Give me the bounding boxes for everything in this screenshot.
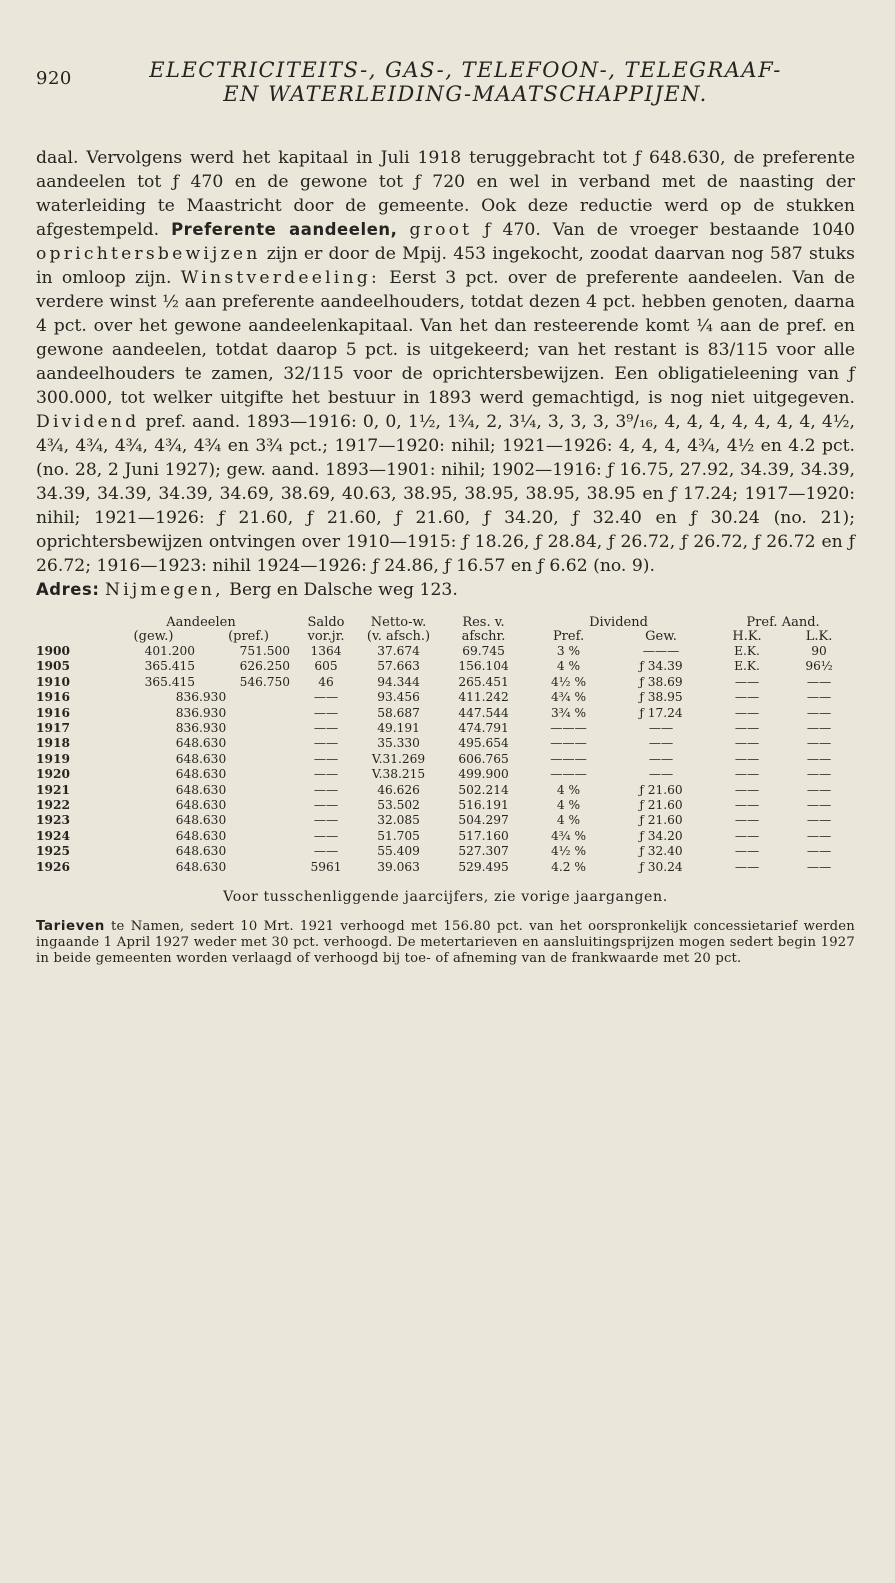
cell-dpref: 4 % bbox=[556, 782, 581, 797]
cell-year: 1905 bbox=[36, 659, 70, 674]
cell-dgew: —— bbox=[648, 736, 674, 751]
cell-total: 648.630 bbox=[175, 798, 227, 813]
cell-res: 265.451 bbox=[458, 674, 509, 689]
cell-lk: 90 bbox=[811, 644, 827, 658]
cell-dpref: ——— bbox=[550, 736, 587, 751]
cell-dpref: 3¾ % bbox=[551, 705, 587, 720]
col-lk: L.K. bbox=[805, 629, 833, 644]
cell-hk: —— bbox=[734, 721, 760, 736]
cell-netto: 51.705 bbox=[377, 828, 420, 843]
tariff-text: te Namen, sedert 10 Mrt. 1921 verhoogd met 156.80 pct. van het oorspronkelijk concessietarief werden ingaande 1 April 1927 weder met 30 pct. verhoogd. De metertarieven en aansluitingsprijzen mogen sedert begin 1927 in beide gemeenten worden verlaagd of verhoogd bij toe- of afneming van de frankwaarde met 20 pct. bbox=[36, 919, 855, 967]
col-res: Res. v. bbox=[462, 615, 505, 630]
cell-hk: —— bbox=[734, 705, 760, 720]
oprichters-label: oprichtersbewijzen bbox=[36, 244, 261, 264]
col-prefaand: Pref. Aand. bbox=[746, 615, 820, 630]
cell-lk: —— bbox=[806, 828, 832, 843]
cell-dpref: ——— bbox=[550, 767, 587, 782]
cell-netto: 49.191 bbox=[377, 721, 420, 736]
cell-hk: —— bbox=[734, 674, 760, 689]
footnote: Voor tusschenliggende jaarcijfers, zie vorige jaargangen. bbox=[223, 889, 668, 906]
cell-saldo: —— bbox=[313, 813, 339, 828]
cell-gew: 401.200 bbox=[144, 644, 195, 658]
cell-res: 499.900 bbox=[458, 767, 509, 782]
tarieven-label: Tarieven bbox=[36, 919, 105, 935]
cell-netto: 55.409 bbox=[377, 844, 420, 859]
cell-dgew: ——— bbox=[642, 644, 680, 658]
cell-dgew: ƒ 32.40 bbox=[639, 844, 683, 859]
table-header-row-1 bbox=[36, 616, 855, 630]
cell-total: 648.630 bbox=[175, 751, 227, 766]
cell-saldo: —— bbox=[313, 705, 339, 720]
cell-res: 502.214 bbox=[458, 782, 509, 797]
cell-res: 504.297 bbox=[458, 813, 509, 828]
cell-dpref: 4¾ % bbox=[551, 690, 587, 705]
cell-total: 836.930 bbox=[175, 721, 227, 736]
cell-dgew: ƒ 21.60 bbox=[639, 782, 683, 797]
cell-total: 648.630 bbox=[175, 844, 227, 859]
cell-lk: —— bbox=[806, 782, 832, 797]
table-row bbox=[36, 706, 855, 721]
cell-netto: 57.663 bbox=[377, 659, 420, 674]
cell-netto: V.31.269 bbox=[371, 751, 426, 766]
cell-saldo: 1364 bbox=[310, 644, 342, 658]
cell-saldo: —— bbox=[313, 782, 339, 797]
table-row bbox=[36, 844, 855, 859]
cell-dpref: 4 % bbox=[556, 659, 581, 674]
text-pref: ƒ 470. Van de vroeger bestaande 1040 bbox=[472, 220, 855, 240]
table-row bbox=[36, 798, 855, 813]
cell-lk: —— bbox=[806, 844, 832, 859]
col-res-sub: afschr. bbox=[461, 629, 506, 644]
cell-res: 517.160 bbox=[458, 828, 509, 843]
cell-total: 648.630 bbox=[175, 859, 227, 874]
cell-hk: —— bbox=[734, 844, 760, 859]
cell-lk: —— bbox=[806, 721, 832, 736]
body-paragraph bbox=[36, 146, 855, 578]
col-aandeelen: Aandeelen bbox=[166, 615, 236, 630]
table-row bbox=[36, 860, 855, 875]
cell-year: 1916 bbox=[36, 705, 70, 720]
cell-saldo: —— bbox=[313, 844, 339, 859]
col-netto: Netto-w. bbox=[370, 615, 427, 630]
cell-netto: 32.085 bbox=[377, 813, 420, 828]
table-row bbox=[36, 783, 855, 798]
page-title-line1: ELECTRICITEITS-, GAS-, TELEFOON-, TELEGRAAF- bbox=[149, 58, 782, 82]
cell-year: 1922 bbox=[36, 798, 70, 813]
cell-year: 1918 bbox=[36, 736, 70, 751]
cell-dpref: 4 % bbox=[556, 813, 581, 828]
cell-dpref: 4½ % bbox=[551, 844, 587, 859]
table-row bbox=[36, 690, 855, 705]
text-oprichters: zijn er door de Mpij. 453 ingekocht, zoodat daarvan nog 587 stuks in omloop zijn. bbox=[36, 244, 855, 288]
dividend-label: Dividend bbox=[36, 412, 140, 432]
cell-saldo: —— bbox=[313, 736, 339, 751]
cell-res: 411.242 bbox=[458, 690, 509, 705]
col-hk: H.K. bbox=[732, 629, 762, 644]
page-title-line2: EN WATERLEIDING-MAATSCHAPPIJEN. bbox=[223, 82, 708, 106]
cell-res: 606.765 bbox=[458, 751, 509, 766]
cell-dpref: 4.2 % bbox=[551, 859, 586, 874]
cell-year: 1916 bbox=[36, 690, 70, 705]
tariff-paragraph bbox=[36, 919, 855, 967]
cell-dgew: ƒ 17.24 bbox=[639, 705, 683, 720]
cell-lk: —— bbox=[806, 736, 832, 751]
cell-hk: —— bbox=[734, 859, 760, 874]
table-row bbox=[36, 675, 855, 690]
cell-dpref: 4¾ % bbox=[551, 828, 587, 843]
cell-hk: —— bbox=[734, 782, 760, 797]
col-netto-sub: (v. afsch.) bbox=[366, 629, 431, 644]
col-saldo: Saldo bbox=[307, 615, 345, 630]
page-title bbox=[36, 58, 855, 106]
cell-saldo: —— bbox=[313, 798, 339, 813]
cell-dpref: ——— bbox=[550, 751, 587, 766]
cell-saldo: —— bbox=[313, 767, 339, 782]
cell-netto: V.38.215 bbox=[371, 767, 426, 782]
cell-dgew: ƒ 30.24 bbox=[639, 859, 683, 874]
cell-res: 156.104 bbox=[458, 659, 509, 674]
table-row bbox=[36, 829, 855, 844]
cell-dgew: —— bbox=[648, 751, 674, 766]
cell-hk: —— bbox=[734, 751, 760, 766]
table-row bbox=[36, 644, 855, 659]
cell-total: 648.630 bbox=[175, 767, 227, 782]
cell-dpref: 3 % bbox=[556, 644, 581, 658]
cell-saldo: —— bbox=[313, 690, 339, 705]
table-row bbox=[36, 767, 855, 782]
cell-pref: 626.250 bbox=[239, 659, 291, 674]
cell-lk: —— bbox=[806, 705, 832, 720]
cell-res: 474.791 bbox=[458, 721, 509, 736]
cell-saldo: 605 bbox=[314, 659, 338, 674]
cell-netto: 37.674 bbox=[377, 644, 420, 658]
cell-saldo: —— bbox=[313, 751, 339, 766]
groot-label: groot bbox=[409, 220, 473, 240]
table-body bbox=[36, 644, 855, 875]
cell-dgew: —— bbox=[648, 721, 674, 736]
adres-label: Adres: bbox=[36, 580, 100, 599]
cell-year: 1910 bbox=[36, 674, 70, 689]
cell-dgew: ƒ 38.95 bbox=[639, 690, 683, 705]
cell-year: 1924 bbox=[36, 828, 70, 843]
cell-lk: —— bbox=[806, 767, 832, 782]
cell-netto: 58.687 bbox=[377, 705, 420, 720]
cell-gew: 365.415 bbox=[144, 659, 195, 674]
cell-total: 836.930 bbox=[175, 690, 227, 705]
cell-year: 1900 bbox=[36, 644, 70, 658]
cell-dgew: ƒ 21.60 bbox=[639, 798, 683, 813]
cell-total: 648.630 bbox=[175, 736, 227, 751]
cell-total: 648.630 bbox=[175, 813, 227, 828]
cell-gew: 365.415 bbox=[144, 674, 195, 689]
col-div-pref: Pref. bbox=[552, 629, 585, 644]
cell-hk: —— bbox=[734, 736, 760, 751]
address-line bbox=[36, 578, 855, 602]
cell-hk: —— bbox=[734, 767, 760, 782]
cell-pref: 751.500 bbox=[239, 644, 291, 658]
cell-hk: —— bbox=[734, 813, 760, 828]
cell-saldo: —— bbox=[313, 828, 339, 843]
page-number: 920 bbox=[36, 68, 72, 89]
cell-res: 529.495 bbox=[458, 859, 509, 874]
cell-saldo: 46 bbox=[318, 674, 334, 689]
cell-lk: —— bbox=[806, 674, 832, 689]
cell-hk: —— bbox=[734, 828, 760, 843]
col-saldo-sub: vor.jr. bbox=[307, 629, 345, 644]
cell-netto: 39.063 bbox=[377, 859, 420, 874]
cell-hk: E.K. bbox=[734, 659, 760, 674]
cell-lk: —— bbox=[806, 859, 832, 874]
body-text bbox=[36, 146, 855, 602]
cell-year: 1926 bbox=[36, 859, 70, 874]
cell-res: 516.191 bbox=[458, 798, 509, 813]
table-row bbox=[36, 736, 855, 751]
cell-lk: —— bbox=[806, 813, 832, 828]
cell-saldo: 5961 bbox=[310, 859, 342, 874]
cell-res: 69.745 bbox=[462, 644, 505, 658]
cell-hk: E.K. bbox=[734, 644, 760, 658]
text-dividend: pref. aand. 1893—1916: 0, 0, 1½, 1¾, 2, 3¼, 3, 3, 3, 3⁹/₁₆, 4, 4, 4, 4, 4, 4, 4, 4½, 4¾, 4¾, 4¾, 4¾, 4¾ en 3¾ pct.; 1917—1920: nihil; 1921—1926: 4, 4, 4, 4¾, 4½ en 4.2 pct. (no. 28, 2 Juni 1927); gew. aand. 1893—1901: nihil; 1902—1916: ƒ 16.75, 27.92, 34.39, 34.39, 34.39, 34.39, 34.39, 34.69, 38.69, 40.63, 38.95, 38.95, 38.95, 38.95 en ƒ 17.24; 1917—1920: nihil; 1921—1926: ƒ 21.60, ƒ 21.60, ƒ 21.60, ƒ 34.20, ƒ 32.40 en ƒ 30.24 (no. 21); oprichtersbewijzen ontvingen over 1910—1915: ƒ 18.26, ƒ 28.84, ƒ 26.72, ƒ 26.72, ƒ 26.72 en ƒ 26.72; 1916—1923: nihil 1924—1926: ƒ 24.86, ƒ 16.57 en ƒ 6.62 (no. 9). bbox=[36, 412, 855, 576]
cell-total: 648.630 bbox=[175, 828, 227, 843]
cell-lk: 96½ bbox=[805, 659, 833, 674]
financial-table bbox=[36, 616, 855, 875]
cell-year: 1917 bbox=[36, 721, 70, 736]
col-dividend: Dividend bbox=[589, 615, 648, 630]
cell-dgew: ƒ 34.20 bbox=[639, 828, 683, 843]
col-pref: (pref.) bbox=[228, 629, 269, 644]
adres-city: Nijmegen, bbox=[105, 580, 224, 600]
table-row bbox=[36, 659, 855, 674]
cell-hk: —— bbox=[734, 798, 760, 813]
col-gew: (gew.) bbox=[133, 629, 174, 644]
cell-lk: —— bbox=[806, 751, 832, 766]
cell-total: 648.630 bbox=[175, 782, 227, 797]
cell-dpref: 4 % bbox=[556, 798, 581, 813]
cell-res: 447.544 bbox=[458, 705, 509, 720]
adres-street: Berg en Dalsche weg 123. bbox=[223, 580, 458, 600]
col-div-gew: Gew. bbox=[645, 629, 677, 644]
cell-dpref: ——— bbox=[550, 721, 587, 736]
cell-year: 1919 bbox=[36, 751, 70, 766]
cell-dgew: ƒ 21.60 bbox=[639, 813, 683, 828]
cell-lk: —— bbox=[806, 798, 832, 813]
cell-netto: 93.456 bbox=[377, 690, 420, 705]
cell-dgew: —— bbox=[648, 767, 674, 782]
cell-dgew: ƒ 34.39 bbox=[639, 659, 683, 674]
cell-netto: 46.626 bbox=[377, 782, 420, 797]
cell-netto: 53.502 bbox=[377, 798, 420, 813]
cell-year: 1921 bbox=[36, 782, 70, 797]
cell-res: 527.307 bbox=[458, 844, 509, 859]
table-row bbox=[36, 752, 855, 767]
table-header-row-2 bbox=[36, 630, 855, 644]
text-intro: daal. Vervolgens werd het kapitaal in Juli 1918 teruggebracht tot ƒ 648.630, de preferente aandeelen tot ƒ 470 en de gewone tot ƒ 720 en wel in verband met de naasting der waterleiding te Maastricht door de gemeente. Ook deze reductie werd op de stukken afgestempeld. bbox=[36, 148, 855, 240]
cell-res: 495.654 bbox=[458, 736, 509, 751]
cell-dpref: 4½ % bbox=[551, 674, 587, 689]
cell-total: 836.930 bbox=[175, 705, 227, 720]
cell-year: 1920 bbox=[36, 767, 70, 782]
table-row bbox=[36, 813, 855, 828]
cell-year: 1925 bbox=[36, 844, 70, 859]
page-header bbox=[36, 58, 855, 116]
cell-dgew: ƒ 38.69 bbox=[639, 674, 683, 689]
pref-aandeelen-label: Preferente aandeelen, bbox=[171, 220, 398, 239]
cell-year: 1923 bbox=[36, 813, 70, 828]
text-winst: Eerst 3 pct. over de preferente aandeelen. Van de verdere winst ½ aan preferente aandeelhouders, totdat dezen 4 pct. hebben genoten, daarna 4 pct. over het gewone aandeelenkapitaal. Van het dan resteerende komt ¼ aan de pref. en gewone aandeelen, totdat daarop 5 pct. is uitgekeerd; van het restant is 83/115 voor alle aandeelhouders te zamen, 32/115 voor de oprichtersbewijzen. Een obligatieleening van ƒ 300.000, tot welker uitgifte het bestuur in 1893 werd gemachtigd, is nog niet uitgegeven. bbox=[36, 268, 855, 408]
cell-netto: 35.330 bbox=[377, 736, 420, 751]
cell-lk: —— bbox=[806, 690, 832, 705]
cell-pref: 546.750 bbox=[239, 674, 291, 689]
cell-hk: —— bbox=[734, 690, 760, 705]
winstverdeeling-label: Winstverdeeling: bbox=[180, 268, 380, 288]
table-row bbox=[36, 721, 855, 736]
cell-netto: 94.344 bbox=[377, 674, 420, 689]
cell-saldo: —— bbox=[313, 721, 339, 736]
